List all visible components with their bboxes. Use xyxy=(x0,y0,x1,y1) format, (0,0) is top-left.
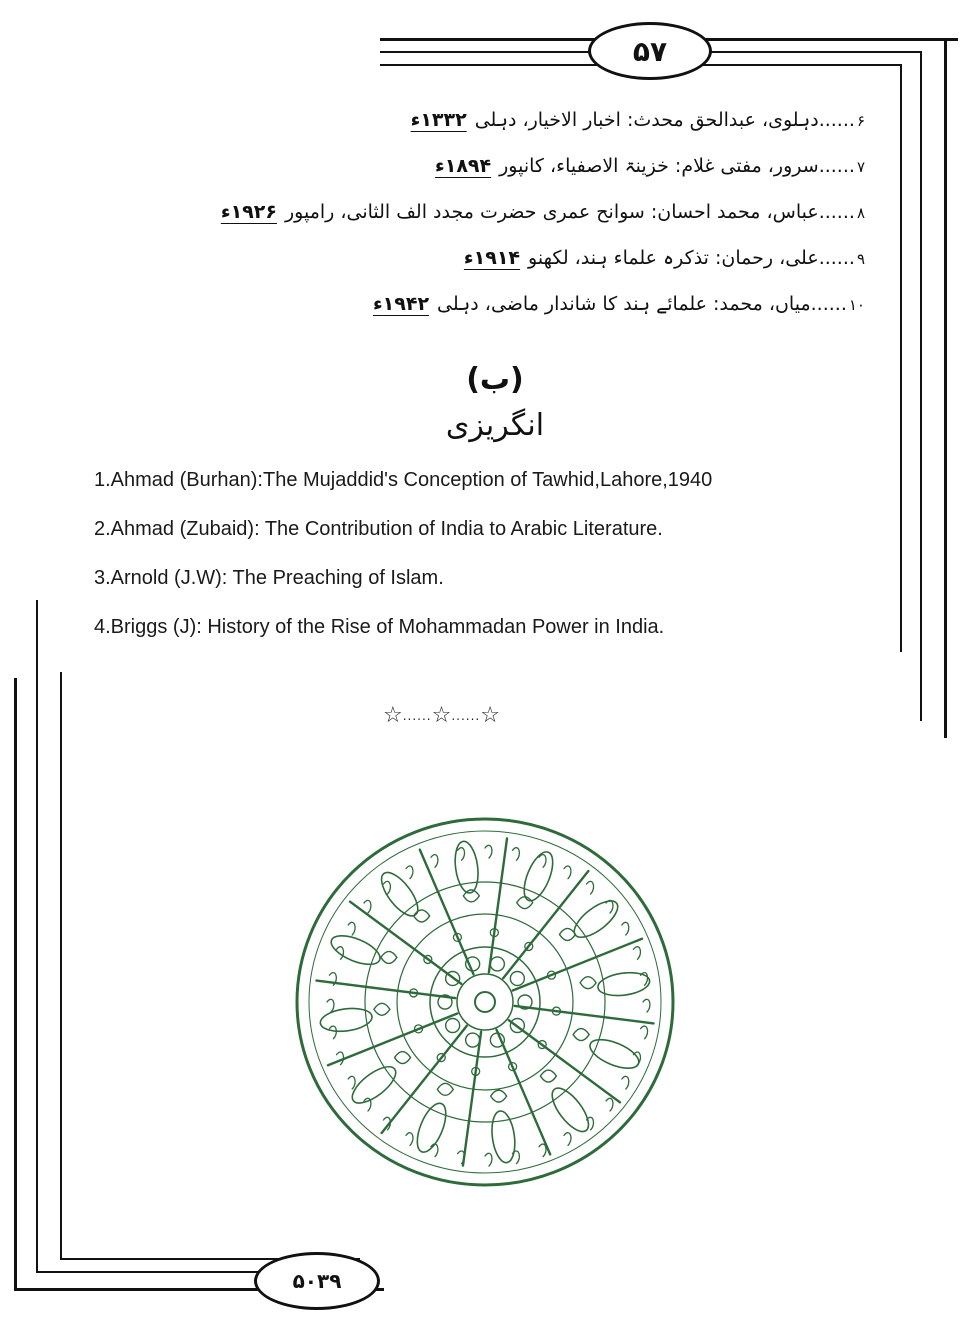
urdu-reference-item: ۶......دہلوی، عبدالحق محدث: اخبار الاخیار، دہلی۱۳۳۲ء xyxy=(410,109,865,131)
star-icon: ☆ xyxy=(383,703,403,728)
english-reference-item: 3.Arnold (J.W): The Preaching of Islam. xyxy=(94,567,444,589)
reference-year: ۱۹۴۲ء xyxy=(372,293,430,315)
serial-number-badge xyxy=(254,1252,380,1310)
reference-text: میاں، محمد: علمائے ہند کا شاندار ماضی، دہلی xyxy=(437,293,811,315)
reference-text: سرور، مفتی غلام: خزینۃ الاصفیاء، کانپور xyxy=(499,155,819,177)
reference-year: ۱۹۲۶ء xyxy=(220,201,277,223)
serial-number: ۵۰۳۹ xyxy=(292,1269,342,1293)
urdu-reference-item: ۷......سرور، مفتی غلام: خزینۃ الاصفیاء، کانپور۱۸۹۴ء xyxy=(435,155,865,177)
frame-right-line-outer xyxy=(944,38,947,738)
reference-number: ۸ xyxy=(856,204,865,222)
section-letter: (ب) xyxy=(466,362,524,397)
separator-dots: ...... xyxy=(402,709,432,723)
urdu-reference-item: ۱۰......میاں، محمد: علمائے ہند کا شاندار ماضی، دہلی۱۹۴۲ء xyxy=(372,293,865,315)
reference-text: دہلوی، عبدالحق محدث: اخبار الاخیار، دہلی xyxy=(474,109,819,131)
star-icon: ☆ xyxy=(431,703,452,728)
reference-number: ۹ xyxy=(856,250,865,268)
reference-number: ۱۰ xyxy=(848,296,865,314)
english-reference-list xyxy=(94,462,884,658)
separator-dots: ...... xyxy=(451,709,481,723)
frame-right-line-inner xyxy=(900,64,902,652)
reference-text: علی، رحمان: تذکرہ علماء ہند، لکھنو xyxy=(528,247,819,269)
frame-left-line-outer xyxy=(14,678,17,1290)
star-icon: ☆ xyxy=(480,703,500,728)
frame-left-line-inner xyxy=(60,672,62,1260)
urdu-reference-list xyxy=(220,100,865,330)
calligraphy-seal-icon xyxy=(290,812,680,1192)
reference-year: ۱۸۹۴ء xyxy=(435,155,492,177)
english-reference-item: 1.Ahmad (Burhan):The Mujaddid's Conception of Tawhid,Lahore,1940 xyxy=(94,469,713,491)
reference-number: ۶ xyxy=(856,112,865,130)
page-number-badge xyxy=(588,22,712,80)
english-reference-item: 4.Briggs (J): History of the Rise of Mohammadan Power in India. xyxy=(94,616,665,638)
star-separator xyxy=(383,703,500,728)
frame-right-line-middle xyxy=(920,51,922,721)
english-reference-item: 2.Ahmad (Zubaid): The Contribution of India to Arabic Literature. xyxy=(94,518,663,540)
reference-year: ۱۹۱۴ء xyxy=(463,247,521,269)
urdu-reference-item: ۸......عباس، محمد احسان: سوانح عمری حضرت مجدد الف الثانی، رامپور۱۹۲۶ء xyxy=(220,201,865,223)
reference-number: ۷ xyxy=(856,158,865,176)
reference-text: عباس، محمد احسان: سوانح عمری حضرت مجدد الف الثانی، رامپور xyxy=(284,201,819,223)
page-number: ۵۷ xyxy=(632,34,668,68)
urdu-reference-item: ۹......علی، رحمان: تذکرہ علماء ہند، لکھنو۱۹۱۴ء xyxy=(463,247,865,269)
section-title: انگریزی xyxy=(445,408,545,443)
frame-left-line-middle xyxy=(36,600,38,1272)
reference-year: ۱۳۳۲ء xyxy=(410,109,467,131)
